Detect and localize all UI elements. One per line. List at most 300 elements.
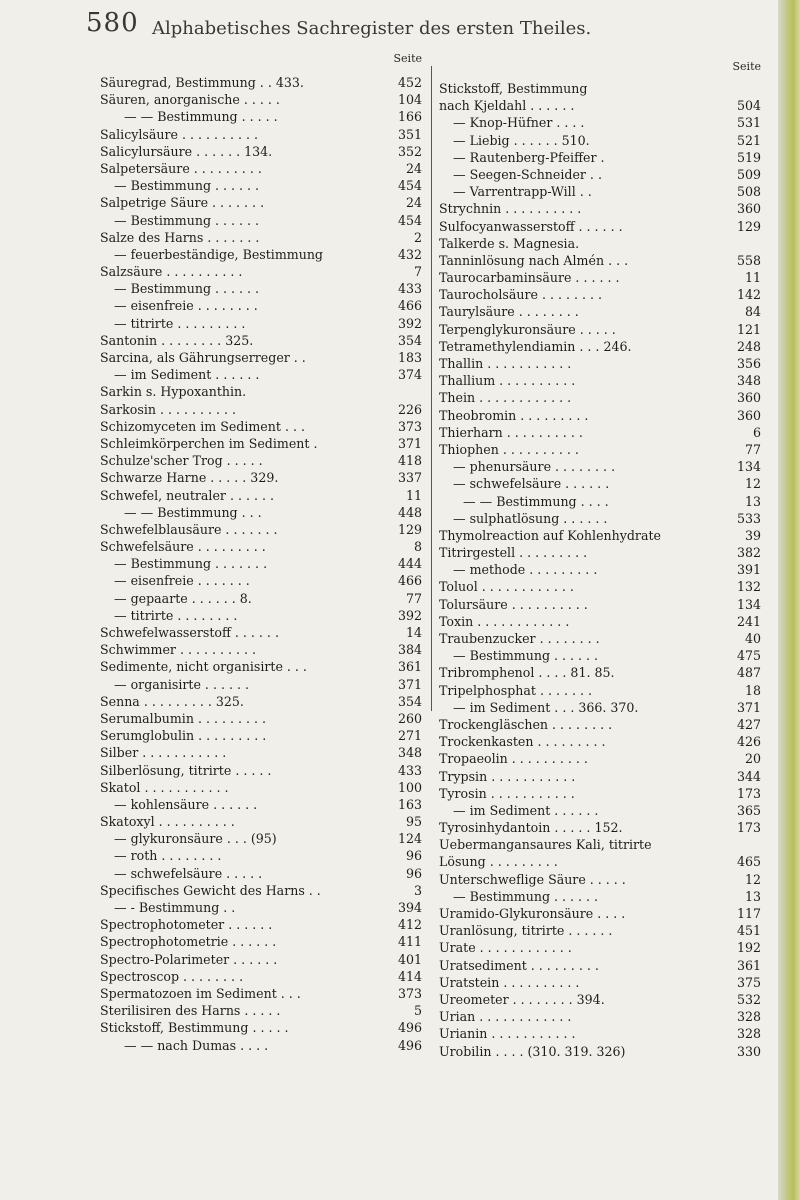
entry-page: 104	[397, 92, 422, 108]
entry-page: 348	[397, 745, 422, 761]
entry-term: Santonin . . . . . . . . 325.	[100, 332, 254, 348]
entry-term: Salpetrige Säure . . . . . . .	[100, 195, 265, 211]
page-number: 580	[86, 8, 139, 38]
entry-term: Spermatozoen im Sediment . . .	[100, 985, 301, 1001]
entry-page: 465	[736, 854, 761, 870]
entry-term: Terpenglykuronsäure . . . . .	[439, 321, 616, 337]
entry-term: Schwimmer . . . . . . . . . .	[100, 642, 257, 658]
entry-term: Serumalbumin . . . . . . . . .	[100, 710, 267, 726]
index-entry	[439, 475, 761, 492]
entry-term: Trockenkasten . . . . . . . . .	[439, 734, 606, 750]
entry-term: Toxin . . . . . . . . . . . .	[439, 613, 570, 629]
entry-term: — glykuronsäure . . . (95)	[114, 831, 277, 847]
index-entry	[100, 796, 422, 813]
index-entry	[100, 435, 422, 452]
entry-page: 412	[397, 917, 422, 933]
index-entry	[439, 853, 761, 870]
entry-term: Talkerde s. Magnesia.	[439, 235, 580, 251]
entry-term: — Bestimmung . . . . . .	[114, 281, 260, 297]
index-entry	[100, 744, 422, 761]
entry-page: 454	[397, 178, 422, 194]
index-entry	[100, 590, 422, 607]
index-entry	[100, 658, 422, 675]
entry-term: Sedimente, nicht organisirte . . .	[100, 659, 307, 675]
index-entry	[439, 957, 761, 974]
entry-page: 166	[397, 109, 422, 125]
entry-term: nach Kjeldahl . . . . . .	[439, 98, 575, 114]
index-entry	[100, 366, 422, 383]
index-entry	[439, 785, 761, 802]
entry-page: 361	[736, 957, 761, 973]
entry-term: Toluol . . . . . . . . . . . .	[439, 579, 574, 595]
entry-term: Strychnin . . . . . . . . . .	[439, 201, 582, 217]
entry-page: 433	[397, 281, 422, 297]
entry-term: Skatol . . . . . . . . . . .	[100, 779, 229, 795]
entry-page: 163	[397, 796, 422, 812]
entry-term: Schwefelblausäure . . . . . . .	[100, 521, 278, 537]
entry-page: 77	[405, 590, 422, 606]
entry-page: 509	[736, 166, 761, 182]
entry-page: 427	[736, 716, 761, 732]
index-entry	[439, 596, 761, 613]
entry-term: Thiophen . . . . . . . . . .	[439, 441, 579, 457]
index-entry	[100, 143, 422, 160]
entry-page: 433	[397, 762, 422, 778]
entry-term: — Varrentrapp-Will . .	[453, 184, 592, 200]
entry-page: 77	[744, 441, 761, 457]
entry-term: — feuerbeständige, Bestimmung	[114, 246, 323, 262]
entry-page: 3	[413, 882, 422, 898]
entry-page: 384	[397, 642, 422, 658]
index-entry	[439, 218, 761, 235]
entry-term: — schwefelsäure . . . . .	[114, 865, 263, 881]
index-entry	[100, 1037, 422, 1054]
entry-term: — phenursäure . . . . . . . .	[453, 459, 616, 475]
entry-page: 504	[736, 98, 761, 114]
index-entry	[100, 572, 422, 589]
entry-page: 24	[405, 195, 422, 211]
entry-page: 183	[397, 350, 422, 365]
index-entry	[100, 899, 422, 916]
entry-term: Schulze'scher Trog . . . . .	[100, 453, 263, 469]
entry-term: Urian . . . . . . . . . . . .	[439, 1009, 572, 1025]
entry-page: 344	[736, 768, 761, 784]
entry-page: 444	[397, 556, 422, 572]
index-entry	[100, 985, 422, 1002]
entry-term: Uratstein . . . . . . . . . .	[439, 974, 580, 990]
entry-page: 132	[736, 579, 761, 595]
entry-page: 40	[744, 631, 761, 646]
index-entry	[100, 624, 422, 641]
entry-term: Trockengläschen . . . . . . . .	[439, 716, 613, 732]
entry-term: Thymolreaction auf Kohlenhydrate	[439, 527, 661, 543]
entry-page: 411	[397, 934, 422, 950]
entry-term: Tripelphosphat . . . . . . .	[439, 682, 592, 698]
index-entry	[100, 315, 422, 332]
index-entry	[439, 527, 761, 544]
index-entry	[439, 97, 761, 114]
right-seite-label: Seite	[732, 60, 761, 73]
entry-term: — Seegen-Schneider . .	[453, 166, 602, 182]
entry-term: Uebermangansaures Kali, titrirte	[439, 837, 652, 853]
entry-term: Tanninlösung nach Almén . . .	[439, 252, 629, 268]
entry-page: 448	[397, 504, 422, 520]
index-entry	[100, 916, 422, 933]
index-entry	[100, 933, 422, 950]
entry-page: 360	[736, 407, 761, 423]
entry-page: 533	[736, 510, 761, 526]
entry-term: Tyrosin . . . . . . . . . . .	[439, 785, 575, 801]
index-entry	[439, 355, 761, 372]
entry-page: 6	[752, 424, 761, 440]
entry-term: Uranlösung, titrirte . . . . . .	[439, 923, 613, 939]
entry-term: Specifisches Gewicht des Harns . .	[100, 882, 321, 898]
entry-page: 121	[736, 321, 761, 337]
index-entry	[100, 91, 422, 108]
entry-term: Lösung . . . . . . . . .	[439, 854, 558, 870]
entry-page: 371	[736, 699, 761, 715]
left-seite-label: Seite	[393, 52, 422, 65]
entry-page: 173	[736, 820, 761, 836]
right-index-list	[439, 80, 761, 1060]
entry-page: 365	[736, 802, 761, 818]
entry-term: Urate . . . . . . . . . . . .	[439, 940, 572, 956]
index-entry	[439, 441, 761, 458]
entry-term: Uramido-Glykuronsäure . . . .	[439, 906, 626, 921]
index-entry	[439, 458, 761, 475]
index-entry	[100, 693, 422, 710]
index-entry	[439, 200, 761, 217]
entry-term: Thallin . . . . . . . . . . .	[439, 356, 572, 371]
index-entry	[100, 349, 422, 366]
index-entry	[100, 882, 422, 899]
entry-page: 12	[744, 476, 761, 492]
entry-term: Tolursäure . . . . . . . . . .	[439, 596, 588, 612]
index-entry	[439, 252, 761, 269]
index-entry	[439, 321, 761, 338]
entry-page: 5	[413, 1003, 422, 1019]
index-entry	[439, 991, 761, 1008]
entry-term: Sarkin s. Hypoxanthin.	[100, 384, 247, 400]
index-entry	[439, 974, 761, 991]
entry-term: Taurylsäure . . . . . . . .	[439, 304, 579, 320]
entry-page: 330	[736, 1043, 761, 1059]
entry-term: Säuren, anorganische . . . . .	[100, 92, 280, 108]
entry-term: — Rautenberg-Pfeiffer .	[453, 149, 605, 165]
index-entry	[439, 132, 761, 149]
entry-term: Skatoxyl . . . . . . . . . .	[100, 814, 235, 830]
entry-term: — Bestimmung . . . . . .	[453, 648, 599, 664]
index-entry	[100, 641, 422, 658]
index-entry	[439, 905, 761, 922]
index-entry	[439, 389, 761, 406]
index-entry	[439, 836, 761, 853]
entry-term: Senna . . . . . . . . . 325.	[100, 693, 244, 709]
index-entry	[100, 504, 422, 521]
index-entry	[100, 229, 422, 246]
entry-page: 532	[736, 991, 761, 1007]
entry-page: 173	[736, 785, 761, 801]
entry-page: 496	[397, 1020, 422, 1036]
entry-term: Schwefelsäure . . . . . . . . .	[100, 539, 266, 555]
entry-page: 418	[397, 453, 422, 469]
index-entry	[439, 407, 761, 424]
index-entry	[100, 830, 422, 847]
entry-page: 360	[736, 390, 761, 406]
entry-term: — im Sediment . . . . . .	[114, 367, 260, 383]
entry-page: 373	[397, 985, 422, 1001]
entry-term: — eisenfreie . . . . . . . .	[114, 298, 258, 314]
index-entry	[439, 578, 761, 595]
index-entry	[439, 1008, 761, 1025]
entry-page: 96	[405, 848, 422, 864]
entry-page: 401	[397, 951, 422, 967]
entry-page: 20	[744, 751, 761, 767]
index-entry	[100, 452, 422, 469]
index-entry	[439, 802, 761, 819]
entry-term: — Bestimmung . . . . . . .	[114, 556, 268, 572]
entry-term: Schwarze Harne . . . . . 329.	[100, 470, 279, 486]
entry-page: 84	[744, 304, 761, 320]
index-entry	[100, 762, 422, 779]
entry-term: Stickstoff, Bestimmung . . . . .	[100, 1020, 289, 1036]
entry-term: Spectro-Polarimeter . . . . . .	[100, 951, 278, 967]
index-entry	[439, 510, 761, 527]
entry-term: — titrirte . . . . . . . .	[114, 607, 238, 623]
entry-term: — Bestimmung . . . . . .	[114, 178, 260, 194]
entry-page: 392	[397, 607, 422, 623]
entry-term: Traubenzucker . . . . . . . .	[439, 631, 600, 646]
entry-page: 271	[397, 728, 422, 744]
entry-term: Tetramethylendiamin . . . 246.	[439, 338, 632, 354]
index-entry	[439, 819, 761, 836]
entry-term: — methode . . . . . . . . .	[453, 562, 598, 578]
entry-term: Silber . . . . . . . . . . .	[100, 745, 227, 761]
entry-term: — Liebig . . . . . . 510.	[453, 132, 590, 148]
entry-page: 487	[736, 665, 761, 681]
entry-page: 392	[397, 315, 422, 331]
index-entry	[439, 561, 761, 578]
entry-page: 451	[736, 923, 761, 939]
index-entry	[439, 750, 761, 767]
entry-term: Schizomyceten im Sediment . . .	[100, 418, 305, 434]
index-entry	[439, 372, 761, 389]
entry-page: 39	[744, 527, 761, 543]
entry-term: Serumglobulin . . . . . . . . .	[100, 728, 267, 744]
index-entry	[439, 733, 761, 750]
index-entry	[100, 779, 422, 796]
index-entry	[100, 383, 422, 400]
entry-page: 328	[736, 1009, 761, 1025]
index-entry	[100, 74, 422, 91]
index-entry	[100, 968, 422, 985]
entry-page: 360	[736, 201, 761, 217]
index-entry	[439, 888, 761, 905]
entry-term: Tribromphenol . . . . 81. 85.	[439, 665, 615, 681]
entry-page: 192	[736, 940, 761, 956]
entry-term: Silberlösung, titrirte . . . . .	[100, 762, 272, 778]
index-entry	[439, 768, 761, 785]
entry-page: 361	[397, 659, 422, 675]
entry-page: 351	[397, 126, 422, 142]
index-entry	[439, 871, 761, 888]
entry-term: Unterschweflige Säure . . . . .	[439, 871, 626, 887]
index-entry	[100, 194, 422, 211]
entry-term: — - Bestimmung . .	[114, 900, 236, 915]
entry-page: 117	[736, 906, 761, 921]
entry-term: — Bestimmung . . . . . .	[453, 888, 599, 904]
entry-page: 11	[744, 270, 761, 286]
index-entry	[439, 613, 761, 630]
entry-page: 454	[397, 212, 422, 228]
entry-term: — titrirte . . . . . . . . .	[114, 315, 246, 331]
entry-term: Theobromin . . . . . . . . .	[439, 407, 589, 423]
entry-page: 11	[405, 487, 422, 503]
entry-page: 348	[736, 373, 761, 389]
index-entry	[439, 269, 761, 286]
entry-page: 466	[397, 298, 422, 314]
entry-term: — roth . . . . . . . .	[114, 848, 222, 864]
entry-page: 134	[736, 459, 761, 475]
entry-page: 260	[397, 710, 422, 726]
entry-term: Spectrophotometrie . . . . . .	[100, 934, 277, 950]
entry-term: Urianin . . . . . . . . . . .	[439, 1026, 576, 1042]
entry-page: 375	[736, 974, 761, 990]
entry-term: — im Sediment . . . 366. 370.	[453, 699, 639, 715]
index-entry	[100, 469, 422, 486]
entry-page: 18	[744, 682, 761, 698]
entry-term: Stickstoff, Bestimmung	[439, 81, 588, 96]
index-entry	[100, 865, 422, 882]
index-entry	[100, 813, 422, 830]
entry-term: Salpetersäure . . . . . . . . .	[100, 160, 262, 176]
entry-term: Taurocarbaminsäure . . . . . .	[439, 270, 620, 286]
entry-term: Säuregrad, Bestimmung . . 433.	[100, 75, 304, 90]
index-entry	[439, 286, 761, 303]
entry-page: 466	[397, 573, 422, 589]
entry-term: Sarkosin . . . . . . . . . .	[100, 401, 237, 417]
entry-term: — eisenfreie . . . . . . .	[114, 573, 250, 589]
entry-term: Sarcina, als Gährungserreger . .	[100, 350, 306, 365]
entry-page: 382	[736, 545, 761, 561]
entry-page: 337	[397, 470, 422, 486]
entry-page: 226	[397, 401, 422, 417]
index-entry	[439, 183, 761, 200]
left-index-list	[100, 74, 422, 1054]
entry-page: 426	[736, 734, 761, 750]
entry-page: 2	[413, 229, 422, 245]
entry-page: 414	[397, 968, 422, 984]
entry-page: 558	[736, 252, 761, 268]
entry-page: 432	[397, 246, 422, 262]
entry-term: Schwefelwasserstoff . . . . . .	[100, 625, 279, 640]
entry-term: — Bestimmung . . . . . .	[114, 212, 260, 228]
index-entry	[100, 280, 422, 297]
index-entry	[439, 80, 761, 97]
entry-term: — Knop-Hüfner . . . .	[453, 115, 585, 131]
entry-page: 129	[736, 218, 761, 234]
index-entry	[100, 263, 422, 280]
entry-page: 124	[397, 831, 422, 847]
index-entry	[439, 664, 761, 681]
index-entry	[439, 682, 761, 699]
index-entry	[100, 1002, 422, 1019]
entry-term: Titrirgestell . . . . . . . . .	[439, 545, 588, 561]
entry-term: — sulphatlösung . . . . . .	[453, 510, 608, 526]
entry-term: Schleimkörperchen im Sediment .	[100, 435, 318, 451]
entry-page: 7	[413, 264, 422, 280]
entry-term: Thallium . . . . . . . . . .	[439, 373, 576, 389]
entry-page: 241	[736, 613, 761, 629]
entry-page: 452	[397, 75, 422, 90]
entry-page: 373	[397, 418, 422, 434]
index-entry	[439, 939, 761, 956]
index-entry	[100, 401, 422, 418]
entry-page: 354	[397, 332, 422, 348]
index-entry	[439, 1025, 761, 1042]
index-entry	[100, 246, 422, 263]
entry-term: Tropaeolin . . . . . . . . . .	[439, 751, 588, 767]
entry-page: 521	[736, 132, 761, 148]
index-entry	[439, 699, 761, 716]
entry-page: 352	[397, 143, 422, 159]
index-entry	[439, 1043, 761, 1060]
entry-term: Salzsäure . . . . . . . . . .	[100, 264, 243, 280]
column-divider	[431, 66, 432, 711]
entry-term: — im Sediment . . . . . .	[453, 802, 599, 818]
entry-page: 354	[397, 693, 422, 709]
entry-page: 142	[736, 287, 761, 303]
entry-page: 100	[397, 779, 422, 795]
entry-term: — — Bestimmung . . . .	[463, 493, 609, 509]
entry-page: 14	[405, 625, 422, 640]
entry-term: — — Bestimmung . . .	[124, 504, 262, 520]
page-edge	[778, 0, 800, 1200]
index-entry	[100, 676, 422, 693]
entry-term: — — nach Dumas . . . .	[124, 1037, 269, 1053]
entry-term: Thein . . . . . . . . . . . .	[439, 390, 572, 406]
entry-term: Spectroscop . . . . . . . .	[100, 968, 244, 984]
entry-term: Salze des Harns . . . . . . .	[100, 229, 260, 245]
index-entry	[439, 630, 761, 647]
index-entry	[100, 332, 422, 349]
index-entry	[100, 710, 422, 727]
index-entry	[100, 160, 422, 177]
entry-term: — schwefelsäure . . . . . .	[453, 476, 610, 492]
entry-page: 519	[736, 149, 761, 165]
entry-page: 24	[405, 160, 422, 176]
index-entry	[100, 727, 422, 744]
index-entry	[100, 555, 422, 572]
index-entry	[439, 338, 761, 355]
entry-page: 356	[736, 356, 761, 371]
index-entry	[100, 1019, 422, 1036]
entry-term: Urobilin . . . . (310. 319. 326)	[439, 1043, 626, 1059]
entry-term: Spectrophotometer . . . . . .	[100, 917, 273, 933]
entry-page: 475	[736, 648, 761, 664]
entry-page: 13	[744, 493, 761, 509]
entry-page: 13	[744, 888, 761, 904]
index-entry	[100, 521, 422, 538]
index-entry	[439, 303, 761, 320]
entry-page: 95	[405, 814, 422, 830]
entry-term: Uratsediment . . . . . . . . .	[439, 957, 599, 973]
entry-term: — — Bestimmung . . . . .	[124, 109, 278, 125]
index-entry	[100, 951, 422, 968]
index-entry	[100, 212, 422, 229]
entry-page: 508	[736, 184, 761, 200]
index-entry	[100, 108, 422, 125]
